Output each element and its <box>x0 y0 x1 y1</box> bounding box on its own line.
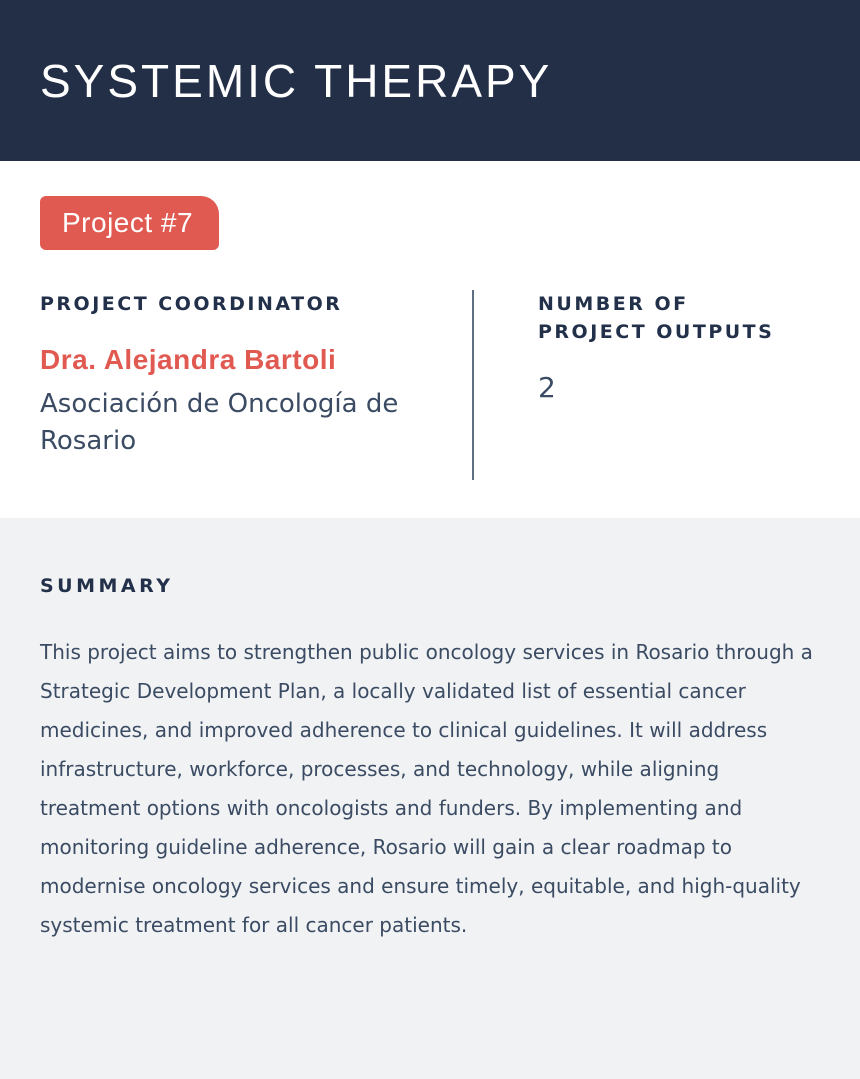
info-columns <box>40 290 820 480</box>
outputs-heading: NUMBER OF PROJECT OUTPUTS <box>538 293 775 343</box>
page-title: SYSTEMIC THERAPY <box>40 54 553 107</box>
summary-heading: SUMMARY <box>40 575 174 597</box>
summary-text: This project aims to strengthen public oncology services in Rosario through a Strategic Development Plan, a locally validated list of essential cancer medicines, and improved adherence to clinical guidelines. It will address infrastructure, workforce, processes, and technology, while aligning treatment options with oncologists and funders. By implementing and monitoring guideline adherence, Rosario will gain a clear roadmap to modernise oncology services and ensure timely, equitable, and high-quality systemic treatment for all cancer patients. <box>40 640 813 937</box>
outputs-column <box>474 290 820 480</box>
info-section <box>0 161 860 518</box>
header-banner <box>0 0 860 161</box>
summary-section <box>0 518 860 1079</box>
coordinator-name: Dra. Alejandra Bartoli <box>40 344 337 375</box>
coordinator-organization: Asociación de Oncología de Rosario <box>40 389 399 456</box>
project-number-badge: Project #7 <box>40 196 219 250</box>
outputs-count: 2 <box>538 371 556 404</box>
coordinator-column <box>40 290 472 480</box>
coordinator-heading: PROJECT COORDINATOR <box>40 293 343 315</box>
